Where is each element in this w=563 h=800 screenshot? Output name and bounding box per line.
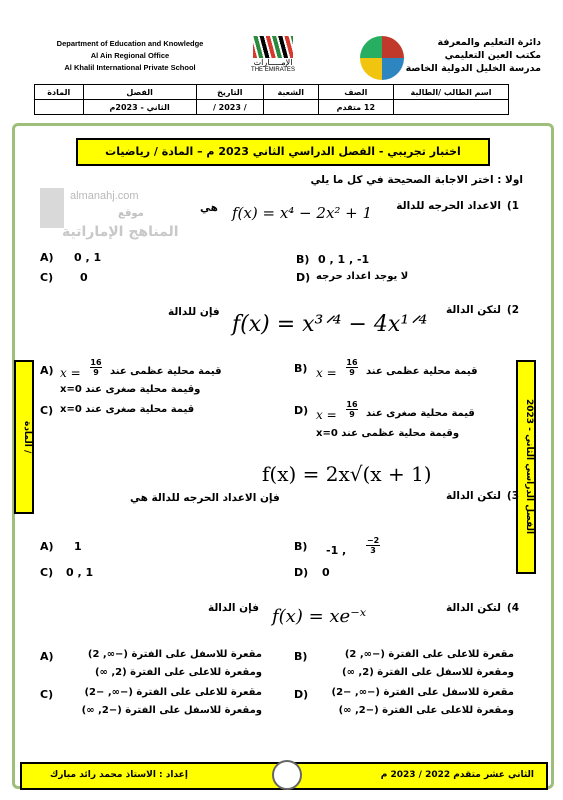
q4-formula: f(x) = xe⁻ˣ [272,606,367,627]
q2-d-line2: وقيمة محلية عظمى عند x=0 [316,428,460,439]
header-en-line2: Al Ain Regional Office [90,51,170,60]
q3-label-b: B) [294,540,308,553]
q4-a-line2: ومقعرة للاعلى على الفترة (2, ∞) [94,667,262,678]
q4-option-b[interactable] [314,646,514,682]
q3-option-c[interactable]: 0 , 1 [66,566,94,579]
side-subject-label: المادة / [14,360,34,514]
info-header-grade: الصف [318,85,393,100]
q4-c-line1: مقعرة للاعلى على الفترة (−∞, −2) [84,687,262,698]
side-term-label: الفصل الدراسي الثاني - 2023 [516,360,536,574]
q3-formula: f(x) = 2x√(x + 1) [262,462,432,486]
q2-label-d: D) [294,404,309,417]
q2-b-frac-den: 9 [349,368,355,377]
q1-label-d: D) [296,271,311,284]
q4-c-line2: ومقعرة للاسفل على الفترة (−2, ∞) [81,705,262,716]
q2-a-line1: قيمة محلية عظمى عند [110,366,222,377]
q4-label-c: C) [40,688,54,701]
q3-label-c: C) [40,566,54,579]
info-header-subject: المادة [35,85,84,100]
q4-label-d: D) [294,688,309,701]
info-header-name: اسم الطالب /الطالبة [394,85,509,100]
q1-option-d[interactable]: لا يوجد اعداد حرجه [316,271,409,282]
info-value-grade: 12 متقدم [318,100,393,115]
header-ar-line3: مدرسة الخليل الدولية الخاصة [405,63,541,74]
header-en-line1: Department of Education and Knowledge [56,39,204,48]
q4-label-a: A) [40,650,54,663]
info-value-date: / 2023 / [196,100,263,115]
q2-label-c: C) [40,404,54,417]
q3-option-a[interactable]: 1 [74,540,82,553]
info-header-section: الشعبة [263,85,318,100]
q2-b-frac [346,358,358,377]
q3-text: لتكن الدالة [446,490,501,502]
q1-label-a: A) [40,251,54,264]
q2-d-frac-num: 16 [346,400,358,409]
q1-formula: f(x) = x⁴ − 2x² + 1 [232,204,373,222]
q2-a-frac-num: 16 [90,358,102,367]
q4-b-line1: مقعرة للاعلى على الفترة (−∞, 2) [344,649,514,660]
q2-label-a: A) [40,364,54,377]
q2-number: 2) [506,304,519,316]
q1-label-c: C) [40,271,54,284]
header-arabic [391,36,541,75]
exam-title: اختبار تجريبي - الفصل الدراسي الثاني 2023 م – المادة / رياضيات [76,138,490,166]
uae-flag-icon [253,36,293,58]
q3-b-frac-den: 3 [370,546,376,555]
q4-d-line1: مقعرة للاسفل على الفترة (−∞, −2) [331,687,514,698]
info-value-subject[interactable] [35,100,84,115]
q1-option-b[interactable]: 0 , 1 , -1 [318,253,370,266]
q3-b-frac-num: −2 [366,536,380,545]
uae-ar: الإمـــــارات [253,58,293,67]
header-en-line3: Al Khalil International Private School [64,63,196,72]
watermark-ar2: المناهج الإماراتية [62,224,179,240]
q4-b-line2: ومقعرة للاسفل على الفترة (2, ∞) [342,667,514,678]
q4-option-a[interactable] [62,646,262,682]
q2-a-line2: وقيمة محلية صغرى عند x=0 [60,384,201,395]
q2-formula: f(x) = x³ᐟ⁴ − 4x¹ᐟ⁴ [232,312,428,337]
q2-d-frac [346,400,358,419]
watermark-site: almanahj.com [70,190,139,202]
footer-circle-icon [272,760,302,790]
header-ar-line2: مكتب العين التعليمي [444,50,541,61]
q2-option-c[interactable]: قيمة محلية صغرى عند x=0 [60,404,195,415]
q2-b-frac-num: 16 [346,358,358,367]
q4-suffix: فإن الدالة [208,602,259,614]
q4-label-b: B) [294,650,308,663]
q1-text: الاعداد الحرجه للدالة [396,200,501,212]
q2-a-frac [90,358,102,377]
info-value-row [35,100,509,115]
header-english [30,38,230,74]
footer-course: الثاني عشر متقدم 2022 / 2023 م [380,770,534,780]
info-header-row [35,85,509,100]
q1-suffix: هي [200,202,218,214]
q2-d-xeq: x = [316,408,337,422]
q2-b-xeq: x = [316,366,337,380]
q1-option-a[interactable]: 0 , 1 [74,251,102,264]
info-value-name[interactable] [394,100,509,115]
info-value-term: الثاني - 2023م [83,100,196,115]
q2-d-frac-den: 9 [349,410,355,419]
q2-b-line1: قيمة محلية عظمى عند [366,366,478,377]
info-header-date: التاريخ [196,85,263,100]
q1-label-b: B) [296,253,310,266]
q1-option-c[interactable]: 0 [80,271,88,284]
q4-option-d[interactable] [314,684,514,720]
q4-number: 4) [506,602,519,614]
watermark-ar1: موقع [118,208,144,219]
q3-suffix: فإن الاعداد الحرجه للدالة هي [130,492,280,504]
uae-en: THE EMIRATES [251,67,295,73]
uae-logo [238,36,308,73]
watermark-logo-icon [40,188,64,228]
q3-number: 3) [506,490,519,502]
q4-a-line1: مقعرة للاسفل على الفترة (−∞, 2) [87,649,262,660]
footer-bar [20,762,548,790]
q4-text: لتكن الدالة [446,602,501,614]
student-info-table [34,84,509,115]
q3-label-a: A) [40,540,54,553]
q3-b-values: -1 , [326,544,347,557]
q2-a-xeq: x = [60,366,81,380]
instruction: اولا : اختر الاجابة الصحيحة في كل ما يلي [310,174,523,186]
footer-author: إعداد : الاستاذ محمد رائد مبارك [50,770,188,780]
q2-label-b: B) [294,362,308,375]
info-value-section[interactable] [263,100,318,115]
q3-b-frac [366,536,380,555]
q2-a-frac-den: 9 [93,368,99,377]
q2-d-line1: قيمة محلية صغرى عند [366,408,475,419]
q3-label-d: D) [294,566,309,579]
q2-text: لتكن الدالة [446,304,501,316]
q4-d-line2: ومقعرة للاعلى على الفترة (−2, ∞) [338,705,514,716]
q1-number: 1) [506,200,519,212]
q2-suffix: فإن للدالة [168,306,220,318]
info-header-term: الفصل [83,85,196,100]
q3-option-d[interactable]: 0 [322,566,330,579]
header-ar-line1: دائرة التعليم والمعرفة [437,37,541,48]
q4-option-c[interactable] [62,684,262,720]
